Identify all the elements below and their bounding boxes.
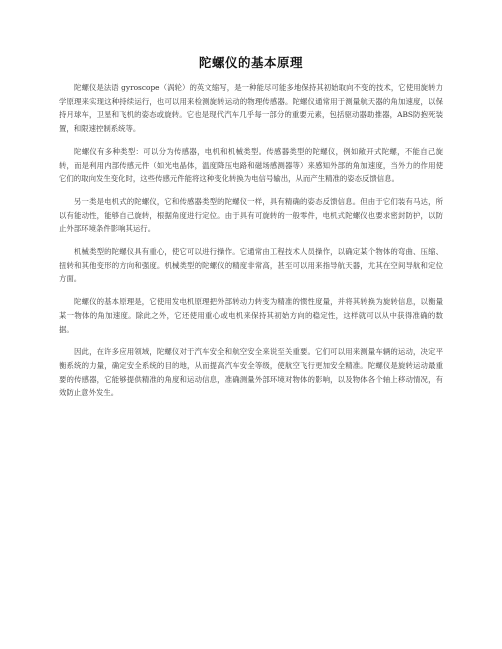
document-title: 陀螺仪的基本原理	[198, 55, 303, 70]
paragraph-5: 陀螺仪的基本原理是，它使用发电机原理把外部转动力转变为精准的惯性度量，并将其转换为旋转信息，以衡量某一物体的角加速度。除此之外，它还使用重心或电机来保持其初始方向的稳定性，这样就可以从中获得准确的数据。	[59, 297, 443, 334]
paragraph-4: 机械类型的陀螺仪具有重心，使它可以进行操作。它通常由工程技术人员操作，以确定某个物体的弯曲、压缩、扭转和其他变形的方向和强度。机械类型的陀螺仪的精度非常高，甚至可以用来指导航天器，尤其在空间导航和定位方面。	[59, 247, 443, 284]
document-body	[59, 81, 443, 409]
paragraph-2: 陀螺仪有多种类型：可以分为传感器，电机和机械类型。传感器类型的陀螺仪，例如敞开式陀螺，不能自己旋转，而是利用内部传感元件（如光电晶体，温度降压电路和磁场感测器等）来感知外部的角加速度，当外力的作用使它们的取向发生变化时，这些传感元件能将这种变化转换为电信号输出，从而产生精准的姿态反馈信息。	[59, 146, 443, 184]
paragraph-6: 因此，在许多应用领域，陀螺仪对于汽车安全和航空安全来说至关重要。它们可以用来测量车辆的运动，决定平衡系统的力量，确定安全系统的目的地，从而提高汽车安全等级，使航空飞行更加安全精准。陀螺仪是旋转运动最重要的传感器，它能够提供精准的角度和运动信息，准确测量外部环境对物体的影响，以及物体各个轴上移动情况，有效防止意外发生。	[59, 347, 443, 398]
paragraph-1: 陀螺仪是法语 gyroscope（涡轮）的英文缩写，是一种能尽可能多地保持其初始取向不变的技术，它使用旋转力学原理来实现这种持续运行，也可以用来检测旋转运动的物理传感器。陀螺仪通常用于测量航天器的角加速度，以保持月球车，卫星和飞机的姿态或旋转。它也是现代汽车几乎每一部分的重要元素，包括驱动器助推器，ABS防抱死装置，和限速控制系统等。	[59, 83, 443, 134]
paragraph-3: 另一类是电机式的陀螺仪，它和传感器类型的陀螺仪一样，具有精确的姿态反馈信息。但由于它们装有马达，所以有能动性，能够自己旋转，根据角度进行定位。由于具有可旋转的一般零件，电机式陀螺仪也要求密封防护，以防止外部环境条件影响其运行。	[59, 196, 443, 234]
